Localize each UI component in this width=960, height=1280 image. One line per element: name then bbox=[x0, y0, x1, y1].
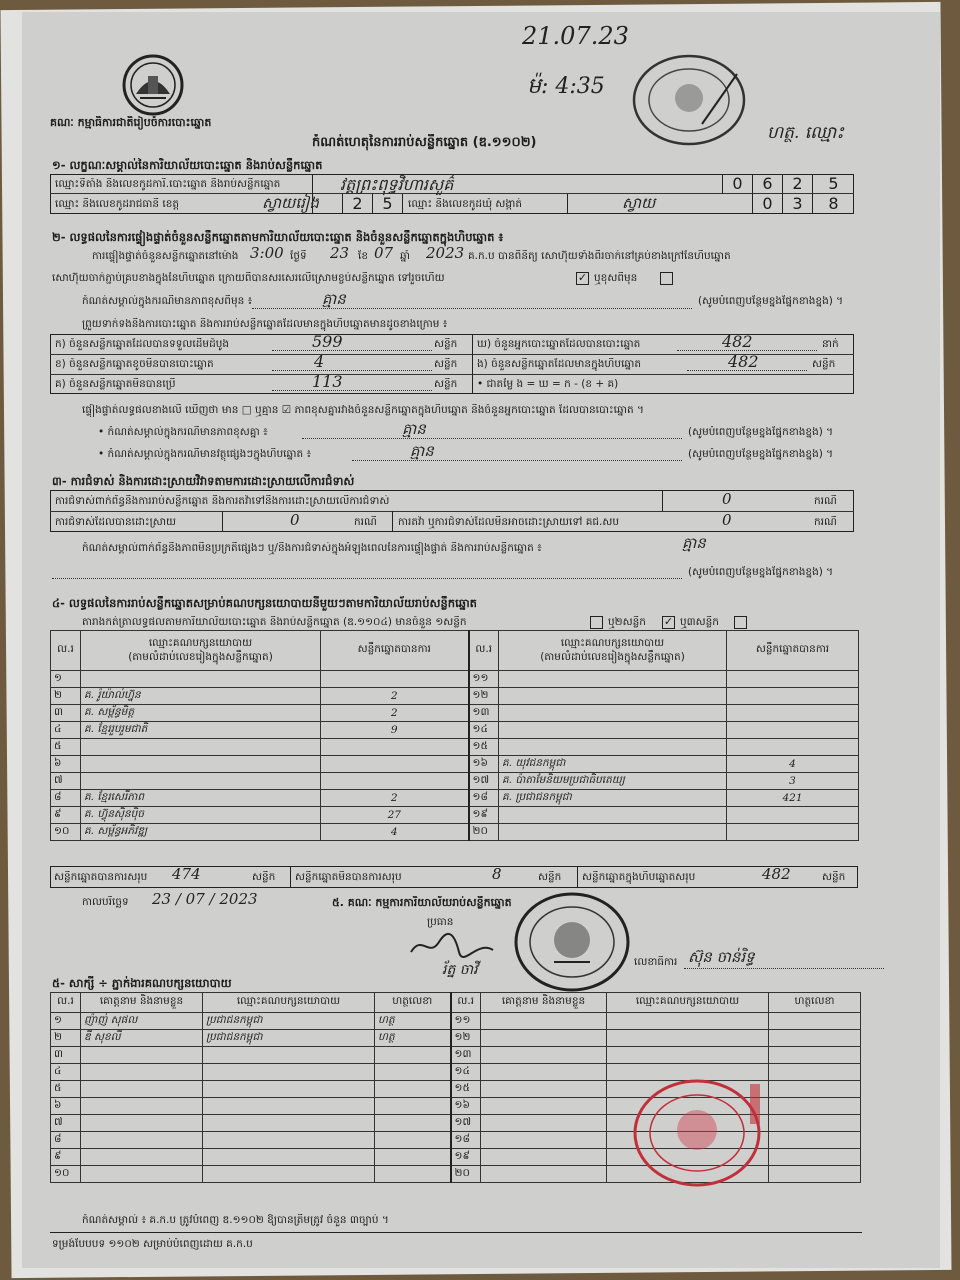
valid-total-value: 474 bbox=[172, 865, 201, 883]
difference-note-label: • កំណត់សម្គាល់ក្នុងករណីមានភាពខុសគ្នា ៖ bbox=[98, 426, 268, 438]
col-votes: សន្លឹកឆ្នោតបានការ bbox=[321, 631, 469, 671]
unit-label: សន្លឹក bbox=[812, 358, 836, 370]
unit-label: សន្លឹក bbox=[434, 338, 458, 350]
table-row: ៥ ១៥ bbox=[51, 739, 859, 756]
box-total-value: 482 bbox=[762, 865, 791, 883]
three-sheets-checkbox[interactable] bbox=[734, 616, 747, 629]
table-row: ៥ ១៥ bbox=[51, 1081, 861, 1098]
table-row: ៧ ១៧ bbox=[51, 1115, 861, 1132]
table-row: ១ ញ៉ាញ់ សុផល ប្រជាជនកម្ពុជា ហត្ថ ១១ bbox=[51, 1013, 861, 1030]
unit-label: សន្លឹក bbox=[822, 871, 846, 883]
col-party: ឈ្មោះគណបក្សនយោបាយ bbox=[607, 993, 769, 1013]
unit-label: ករណី bbox=[354, 516, 377, 528]
two-sheets-checkbox[interactable]: ✓ bbox=[663, 615, 674, 628]
unresolved-label: ការតវ៉ា ឬការជំទាស់ដែលមិនអាចដោះស្រាយទៅ គជ.សប bbox=[398, 516, 620, 528]
section1-heading: ១- លក្ខណៈសម្គាល់នៃការិយាល័យបោះឆ្នោត និងរាប់សន្លឹកឆ្នោត bbox=[52, 158, 323, 172]
location-value: វត្តព្រះពុទ្ធវិហារសួគ៌ bbox=[340, 175, 454, 194]
unit-label: ករណី bbox=[814, 516, 837, 528]
verification-day: 23 bbox=[330, 244, 350, 262]
verification-time: 3:00 bbox=[250, 244, 284, 262]
verification-text: គ.ក.ប បានពិនិត្យ សោហ៊ុយទាំងពីរចាក់នៅគ្រប់ខាងក្រៅនៃហិបឆ្នោត bbox=[468, 250, 731, 262]
invalid-total-value: 8 bbox=[492, 865, 502, 883]
chair-signature bbox=[407, 932, 497, 960]
table-row: ៦ ១៦ គ. យុវជនកម្ពុជា 4 bbox=[51, 756, 859, 773]
official-stamp-middle bbox=[514, 892, 630, 992]
commune-code-digit: 8 bbox=[812, 194, 854, 214]
unit-label: សន្លឹក bbox=[538, 871, 562, 883]
location-code-digit: 5 bbox=[812, 174, 854, 194]
resolved-label: ការជំទាស់ដែលបានដោះស្រាយ bbox=[55, 516, 177, 528]
irregularities-note-label: កំណត់សម្គាល់ពាក់ព័ន្ធនឹងភាពមិនប្រក្រតីផ្សេងៗ ឬ/និងការជំទាស់ក្នុងអំឡុងពេលនៃការផ្ទៀងផ្ទាត់ និងការរាប់សន្លឹកឆ្នោត ៖ bbox=[82, 542, 542, 554]
table-row: ៦ ១៦ bbox=[51, 1098, 861, 1115]
commission-label: ៥. គណៈ កម្មការការិយាល័យរាប់សន្លឹកឆ្នោត bbox=[332, 896, 512, 909]
voters-value: 482 bbox=[722, 332, 753, 351]
col-party: ឈ្មោះគណបក្សនយោបាយ bbox=[203, 993, 375, 1013]
unresolved-value: 0 bbox=[722, 511, 732, 529]
table-row: ៣ គ. សម្ព័ន្ធមិត្ត 2 ១៣ bbox=[51, 705, 859, 722]
voters-label: ឃ) ចំនួនអ្នកបោះឆ្នោតដែលបានបោះឆ្នោត bbox=[477, 338, 641, 350]
table-row: ៤ ១៤ bbox=[51, 1064, 861, 1081]
handwritten-corner-note: ហត្ថ. ឈ្មោះ bbox=[767, 123, 844, 143]
more-space-hint: (សូមបំពេញបន្ថែមខ្នងផ្នែកខាងខ្នង) ។ bbox=[688, 448, 834, 460]
ballots-received-value: 599 bbox=[312, 332, 343, 351]
day-label: ថ្ងៃទី bbox=[290, 250, 307, 262]
result-sheet-count-text: តារាងកត់ត្រាលទ្ធផលតាមការិយាល័យបោះឆ្នោត និងរាប់សន្លឹកឆ្នោត (ឌ.១១០៤) មានចំនួន ១សន្លឹក bbox=[82, 616, 467, 628]
col-party-title: ឈ្មោះគណបក្សនយោបាយ bbox=[560, 636, 665, 649]
table-row: ៨ ១៨ bbox=[51, 1132, 861, 1149]
unit-label: ករណី bbox=[814, 495, 837, 507]
location-code-digit: 0 bbox=[722, 174, 752, 194]
table-row: ៨ គ. ខ្មែរសេរីភាព 2 ១៨ គ. ប្រជាជនកម្ពុជា 421 bbox=[51, 790, 859, 807]
col-party bbox=[499, 631, 727, 671]
col-name: គោត្តនាម និងនាមខ្លួន bbox=[481, 993, 607, 1013]
table-row: ៧ ១៧ គ. ប៉ាតាមែនិយមប្រជាធិបតេយ្យ 3 bbox=[51, 773, 859, 790]
province-code-digit: 2 bbox=[342, 194, 372, 214]
difference-note-value: គ្មាន bbox=[402, 420, 426, 438]
irregularities-note-value: គ្មាន bbox=[682, 534, 706, 552]
party-votes-table bbox=[50, 630, 859, 841]
formula-text: • ជាតម្លៃ ង = ឃ = ក - (ខ + គ) bbox=[477, 378, 619, 390]
one-sheet-checkbox[interactable] bbox=[590, 616, 603, 629]
nec-emblem-icon bbox=[122, 54, 184, 116]
unused-ballots-label: គ) ចំនួនសន្លឹកឆ្នោតមិនបានប្រើ bbox=[55, 378, 176, 390]
unit-label: សន្លឹក bbox=[434, 378, 458, 390]
unused-ballots-value: 113 bbox=[312, 372, 343, 391]
ballots-in-box-label: ង) ចំនួនសន្លឹកឆ្នោតដែលមានក្នុងហិបឆ្នោត bbox=[477, 358, 642, 370]
invalid-total-label: សន្លឹកឆ្នោតមិនបានការសរុប bbox=[295, 871, 402, 883]
chair-label: ប្រធាន bbox=[427, 916, 454, 928]
date-label: កាលបរិច្ឆេទ bbox=[82, 896, 129, 908]
handwritten-date: 21.07.23 bbox=[522, 22, 629, 50]
col-party-subtitle: (តាមលំដាប់លេខរៀងក្នុងសន្លឹកឆ្នោត) bbox=[540, 650, 685, 663]
location-code-digit: 2 bbox=[782, 174, 812, 194]
secretary-label: លេខាធិការ bbox=[634, 956, 678, 968]
commune-label: ឈ្មោះ និងលេខកូដឃុំ សង្កាត់ bbox=[408, 198, 523, 210]
chair-name: រ័ត្ន ចាវី bbox=[442, 962, 478, 978]
secretary-name: ស៊ុន ចាន់រិទ្ធ bbox=[688, 948, 755, 966]
two-sheets-label: ឬ២សន្លឹក bbox=[608, 616, 646, 628]
form-title: កំណត់ហេតុនៃការរាប់សន្លឹកឆ្នោត (ឌ.១១០២) bbox=[312, 135, 537, 150]
month-label: ខែ bbox=[358, 250, 368, 262]
seal-changed-label: ឬខុសពីមុន bbox=[594, 272, 638, 284]
more-space-hint: (សូមបំពេញបន្ថែមខ្នងផ្នែកខាងខ្នង) ។ bbox=[688, 566, 834, 578]
col-no: ល.រ bbox=[469, 631, 499, 671]
match-check-line: ផ្ទៀងផ្ទាត់លទ្ធផលខាងលើ ឃើញថា មាន □ ឬគ្មាន ☑ ភាពខុសគ្នារវាងចំនួនសន្លឹកឆ្នោតក្នុងហិបឆ្នោត និងចំនួនអ្នកបោះឆ្នោត ដែលបានបោះឆ្នោត ។ bbox=[82, 404, 644, 416]
seal-changed-checkbox[interactable] bbox=[660, 272, 673, 285]
more-space-hint: (សូមបំពេញបន្ថែមខ្នងផ្នែកខាងខ្នង) ។ bbox=[698, 295, 844, 307]
commune-code-digit: 0 bbox=[752, 194, 782, 214]
col-no: ល.រ bbox=[51, 631, 81, 671]
seal-intact-checkbox[interactable]: ✓ bbox=[577, 271, 588, 284]
official-stamp-top bbox=[632, 54, 747, 146]
table-row: ២ ឌី សុខលី ប្រជាជនកម្ពុជា ហត្ថ ១២ bbox=[51, 1030, 861, 1047]
spoiled-ballots-label: ខ) ចំនួនសន្លឹកឆ្នោតខូចមិនបានបោះឆ្នោត bbox=[55, 358, 214, 370]
items-note-label: • កំណត់សម្គាល់ក្នុងករណីមានវត្ថុផ្សេងៗក្នុងហិបឆ្នោត ៖ bbox=[98, 448, 312, 460]
col-signature: ហត្ថលេខា bbox=[375, 993, 451, 1013]
location-label: ឈ្មោះទីតាំង និងលេខកូដការិ.បោះឆ្នោត និងរាប់សន្លឹកឆ្នោត bbox=[55, 178, 281, 190]
spoiled-ballots-value: 4 bbox=[314, 352, 325, 371]
verification-time-label: ការផ្ទៀងផ្ទាត់ចំនួនសន្លឹកឆ្នោតនៅម៉ោង bbox=[92, 250, 239, 262]
table-row: ៩ ១៩ bbox=[51, 1149, 861, 1166]
box-total-label: សន្លឹកឆ្នោតក្នុងហិបឆ្នោតសរុប bbox=[582, 871, 696, 883]
form-footer: ទម្រង់បែបបទ ១១០២ សម្រាប់បំពេញដោយ គ.ក.ប bbox=[52, 1238, 253, 1250]
ballots-received-label: ក) ចំនួនសន្លឹកឆ្នោតដែលបានទទួលដើមដំបូង bbox=[55, 338, 230, 350]
section5-heading: ៥- សាក្សី ÷ ភ្នាក់ងារគណបក្សនយោបាយ bbox=[52, 976, 232, 990]
table-row: ៤ គ. ខ្មែររួបរួមជាតិ 9 ១៤ bbox=[51, 722, 859, 739]
ballot-table-intro: ព្រួយទាក់ទងនឹងការបោះឆ្នោត និងការរាប់សន្លឹកឆ្នោតដែលមានក្នុងហិបឆ្នោតមានដូចខាងក្រោម ៖ bbox=[82, 318, 448, 330]
table-row: ១០ គ. សម្ព័ន្ធអភិវឌ្ឍ 4 ២០ bbox=[51, 824, 859, 841]
verification-month: 07 bbox=[374, 244, 394, 262]
table-row: ១០ ២០ bbox=[51, 1166, 861, 1183]
complaints-value: 0 bbox=[722, 490, 732, 508]
note-value: គ្មាន bbox=[322, 290, 346, 308]
col-party-title: ឈ្មោះគណបក្សនយោបាយ bbox=[148, 636, 253, 649]
footnote: កំណត់សម្គាល់ ៖ គ.ក.ប ត្រូវបំពេញ ឌ.១១០២ ឱ្យបានត្រឹមត្រូវ ចំនួន ៣ច្បាប់ ។ bbox=[82, 1214, 389, 1226]
col-no: ល.រ bbox=[451, 993, 481, 1013]
more-space-hint: (សូមបំពេញបន្ថែមខ្នងផ្នែកខាងខ្នង) ។ bbox=[688, 426, 834, 438]
note-label: កំណត់សម្គាល់ក្នុងករណីមានភាពខុសពីមុន ៖ bbox=[82, 295, 253, 307]
section2-heading: ២- លទ្ធផលនៃការផ្ទៀងផ្ទាត់ចំនួនសន្លឹកឆ្នោតតាមការិយាល័យបោះឆ្នោត និងចំនួនសន្លឹកឆ្នោតក្នុងហិបឆ្នោត ៖ bbox=[52, 230, 504, 244]
handwritten-code: ម៉: 4:35 bbox=[527, 74, 605, 99]
seal-status-text: សោហ៊ុយចាក់ភ្ជាប់គ្របខាងក្នុងនៃហិបឆ្នោត ក្រោយពីបានសរសេរលើស្រោមខ្ចប់សន្លឹកឆ្នោត ទៅរួចហើយ bbox=[52, 272, 445, 284]
table-row: ១ ១១ bbox=[51, 671, 859, 688]
table-row: ៣ ១៣ bbox=[51, 1047, 861, 1064]
table-row: ៩ គ. ហ៊្វុនស៊ិនប៉ិច 27 ១៩ bbox=[51, 807, 859, 824]
province-code-digit: 5 bbox=[372, 194, 402, 214]
ballots-in-box-value: 482 bbox=[728, 352, 759, 371]
col-party bbox=[81, 631, 321, 671]
valid-total-label: សន្លឹកឆ្នោតបានការសរុប bbox=[54, 871, 148, 883]
col-name: គោត្តនាម និងនាមខ្លួន bbox=[81, 993, 203, 1013]
province-label: ឈ្មោះ និងលេខកូដរាជធានី ខេត្ត bbox=[55, 198, 180, 210]
col-votes: សន្លឹកឆ្នោតបានការ bbox=[727, 631, 859, 671]
authority-name: គណៈ កម្មាធិការជាតិរៀបចំការបោះឆ្នោត bbox=[50, 116, 212, 129]
year-label: ឆ្នាំ bbox=[400, 250, 410, 262]
complaints-label: ការជំទាស់ពាក់ព័ន្ធនឹងការរាប់សន្លឹកឆ្នោត និងការតវ៉ាទៅនឹងការដោះស្រាយលើការជំទាស់ bbox=[55, 495, 390, 507]
col-signature: ហត្ថលេខា bbox=[769, 993, 861, 1013]
commune-code-digit: 3 bbox=[782, 194, 812, 214]
section4-heading: ៤- លទ្ធផលនៃការរាប់សន្លឹកឆ្នោតសម្រាប់គណបក្សនយោបាយនីមួយៗតាមការិយាល័យរាប់សន្លឹកឆ្នោត bbox=[52, 596, 477, 610]
unit-label: សន្លឹក bbox=[434, 358, 458, 370]
section3-heading: ៣- ការជំទាស់ និងការដោះស្រាយវិវាទតាមការដោះស្រាយលើការជំទាស់ bbox=[52, 474, 355, 488]
red-official-stamp bbox=[632, 1078, 762, 1188]
three-sheets-label: ឬ៣សន្លឹក bbox=[680, 616, 719, 628]
province-value: ស្វាយរៀង bbox=[262, 194, 319, 212]
resolved-value: 0 bbox=[290, 511, 300, 529]
commune-value: ស្វាយ bbox=[622, 194, 656, 212]
verification-year: 2023 bbox=[426, 244, 465, 262]
location-code-digit: 6 bbox=[752, 174, 782, 194]
date-value: 23 / 07 / 2023 bbox=[152, 890, 258, 908]
unit-label: សន្លឹក bbox=[252, 871, 276, 883]
form-sheet bbox=[22, 12, 940, 1268]
col-no: ល.រ bbox=[51, 993, 81, 1013]
col-party-subtitle: (តាមលំដាប់លេខរៀងក្នុងសន្លឹកឆ្នោត) bbox=[128, 650, 273, 663]
items-note-value: គ្មាន bbox=[410, 442, 434, 460]
unit-label: នាក់ bbox=[822, 338, 839, 350]
table-row: ២ គ. រ៉ូយ៉ាល់ហ្វ៊ុន 2 ១២ bbox=[51, 688, 859, 705]
